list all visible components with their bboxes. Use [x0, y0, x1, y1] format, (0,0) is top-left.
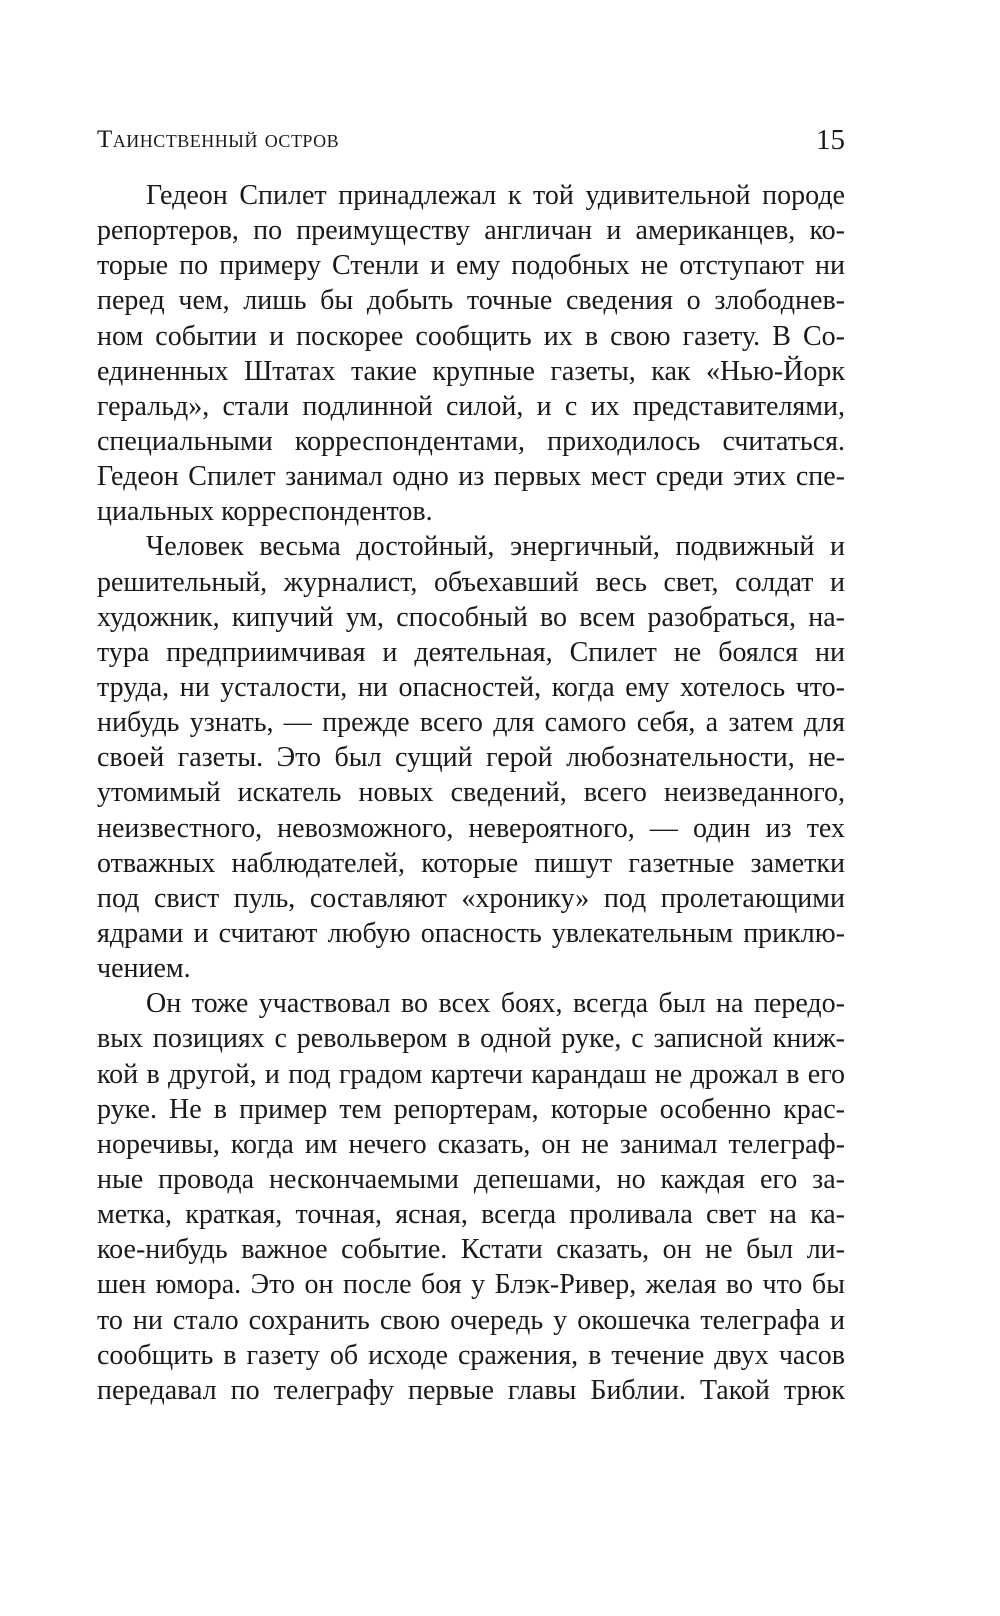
text-line: ном событии и поскорее сообщить их в свою газету. В Со-: [97, 320, 845, 352]
text-line: перед чем, лишь бы добыть точные сведения о злободнев-: [97, 285, 845, 317]
text-line: шен юмора. Это он после боя у Блэк-Ривер, желая во что бы: [97, 1269, 845, 1301]
body-text: [97, 178, 845, 1408]
text-line: Он тоже участвовал во всех боях, всегда был на передо-: [146, 988, 845, 1020]
running-title: Таинственный остров: [97, 126, 340, 153]
text-line: сообщить в газету об исходе сражения, в течение двух часов: [97, 1339, 845, 1371]
text-line: решительный, журналист, объехавший весь свет, солдат и: [97, 566, 845, 598]
paragraph: [97, 178, 845, 529]
text-line: метка, краткая, точная, ясная, всегда проливала свет на ка-: [97, 1199, 845, 1231]
text-line: передавал по телеграфу первые главы Библии. Такой трюк: [97, 1374, 845, 1406]
text-line: отважных наблюдателей, которые пишут газетные заметки: [97, 847, 845, 879]
text-line: репортеров, по преимуществу англичан и американцев, ко-: [97, 215, 845, 247]
text-line: кой в другой, и под градом картечи карандаш не дрожал в его: [97, 1058, 845, 1090]
text-line: труда, ни усталости, ни опасностей, когда ему хотелось что-: [97, 671, 845, 703]
text-line: геральд», стали подлинной силой, и с их представителями,: [97, 390, 845, 422]
text-line: неизвестного, невозможного, невероятного, — один из тех: [97, 812, 845, 844]
text-line: единенных Штатах такие крупные газеты, как «Нью-Йорк: [97, 355, 845, 387]
text-line: торые по примеру Стенли и ему подобных не отступают ни: [97, 250, 845, 282]
text-line: ные провода нескончаемыми депешами, но каждая его за-: [97, 1163, 845, 1195]
paragraph: [97, 986, 845, 1408]
text-line: кое-нибудь важное событие. Кстати сказать, он не был ли-: [97, 1234, 845, 1266]
text-line: то ни стало сохранить свою очередь у окошечка телеграфа и: [97, 1304, 845, 1336]
text-line: художник, кипучий ум, способный во всем разобраться, на-: [97, 601, 845, 633]
text-line: тура предприимчивая и деятельная, Спилет не боялся ни: [97, 636, 845, 668]
running-head: [97, 126, 845, 162]
text-line: циальных корреспондентов.: [97, 496, 433, 528]
text-line: ядрами и считают любую опасность увлекательным приклю-: [97, 917, 845, 949]
text-line: под свист пуль, составляют «хронику» под пролетающими: [97, 882, 845, 914]
text-line: специальными корреспондентами, приходилось считаться.: [97, 425, 845, 457]
text-line: утомимый искатель новых сведений, всего неизведанного,: [97, 777, 845, 809]
text-line: Гедеон Спилет занимал одно из первых мест среди этих спе-: [97, 461, 845, 493]
text-line: своей газеты. Это был сущий герой любознательности, не-: [97, 742, 845, 774]
text-line: норечивы, когда им нечего сказать, он не занимал телеграф-: [97, 1128, 845, 1160]
text-line: Гедеон Спилет принадлежал к той удивительной породе: [146, 180, 845, 211]
text-line: руке. Не в пример тем репортерам, которые особенно крас-: [97, 1093, 845, 1125]
page-number: 15: [816, 124, 845, 156]
text-line: вых позициях с револьвером в одной руке, с записной книж-: [97, 1023, 845, 1055]
text-line: Человек весьма достойный, энергичный, подвижный и: [146, 531, 845, 563]
text-line: чением.: [97, 953, 191, 985]
paragraph: [97, 529, 845, 986]
text-line: нибудь узнать, — прежде всего для самого себя, а затем для: [97, 707, 845, 739]
